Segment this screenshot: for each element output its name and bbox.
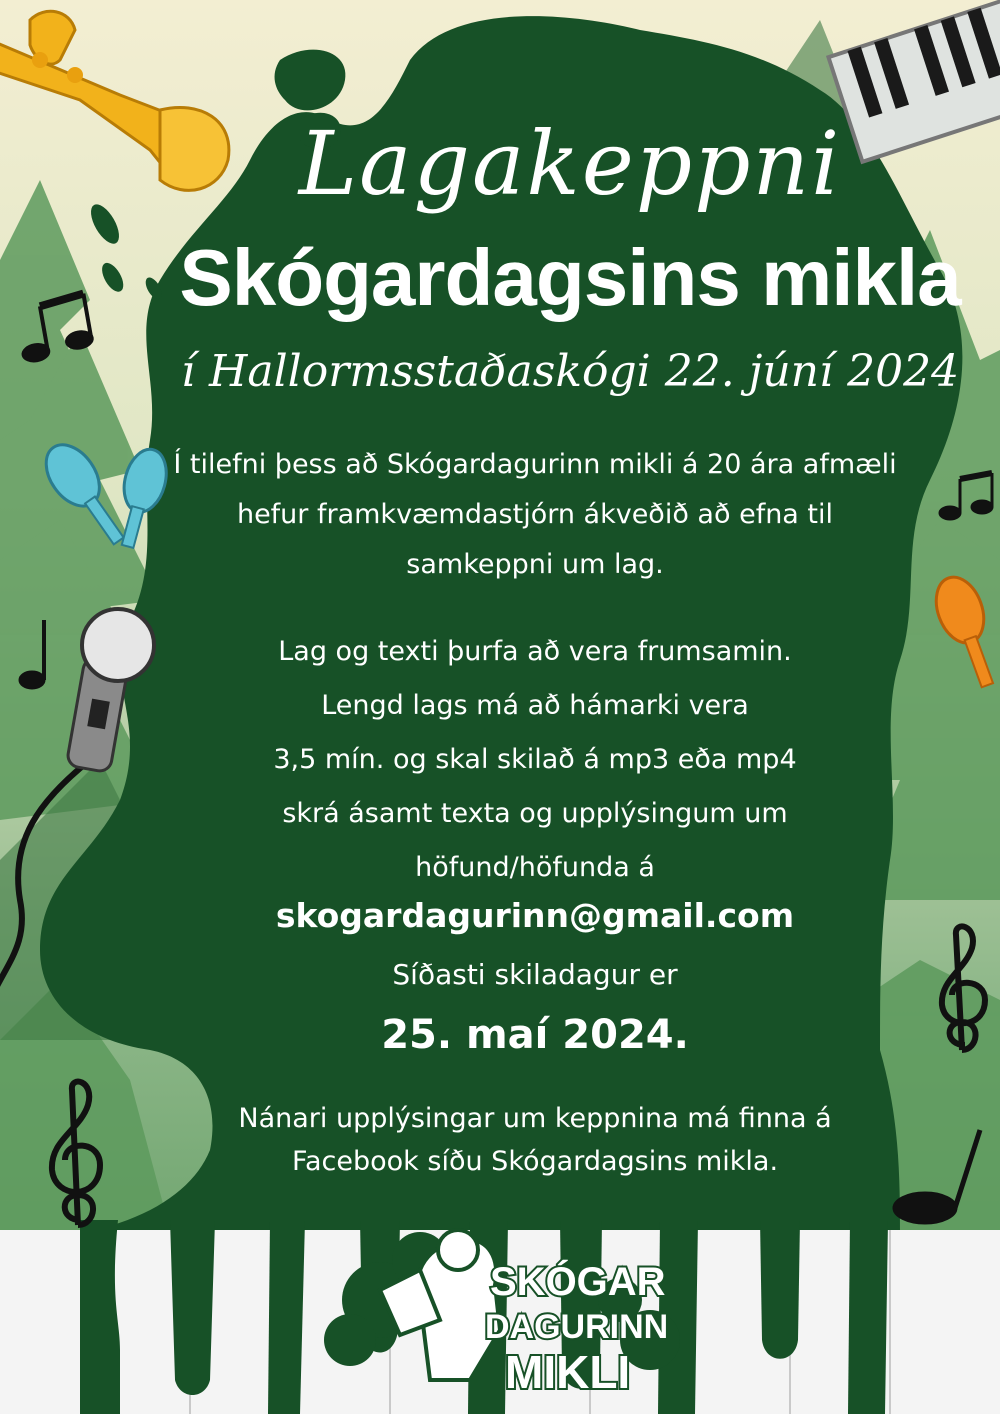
main-title: Skógardagsins mikla — [179, 233, 961, 322]
deadline-date: 25. maí 2024. — [381, 1012, 689, 1058]
email-address: skogardagurinn@gmail.com — [275, 896, 795, 935]
deadline-label: Síðasti skiladagur er — [392, 958, 678, 991]
logo-word: MIKLI — [505, 1346, 631, 1398]
rules-line: skrá ásamt texta og upplýsingum um — [282, 798, 788, 829]
intro-line: Í tilefni þess að Skógardagurinn mikli á 20 ára afmæli — [173, 449, 897, 480]
logo-wordmark — [480, 1250, 680, 1400]
logo-word: DAGURINN — [485, 1308, 669, 1346]
rules-line: Lengd lags má að hámarki vera — [321, 690, 749, 721]
more-info-paragraph — [35, 1097, 1000, 1183]
intro-line: hefur framkvæmdastjórn ákveðið að efna til — [236, 499, 834, 530]
logo-word: SKÓGAR — [490, 1260, 666, 1304]
rules-line: 3,5 mín. og skal skilað á mp3 eða mp4 — [273, 744, 797, 775]
intro-paragraph — [35, 440, 1000, 590]
more-info-line: Facebook síðu Skógardagsins mikla. — [291, 1146, 779, 1177]
subtitle: í Hallormsstaðaskógi 22. júní 2024 — [180, 346, 960, 397]
intro-line: samkeppni um lag. — [406, 549, 664, 580]
rules-line: höfund/höfunda á — [415, 852, 655, 883]
rules-line: Lag og texti þurfa að vera frumsamin. — [278, 636, 792, 667]
script-title: Lagakeppni — [298, 112, 842, 215]
rules-paragraph — [35, 625, 1000, 895]
more-info-line: Nánari upplýsingar um keppnina má finna á — [238, 1103, 832, 1134]
